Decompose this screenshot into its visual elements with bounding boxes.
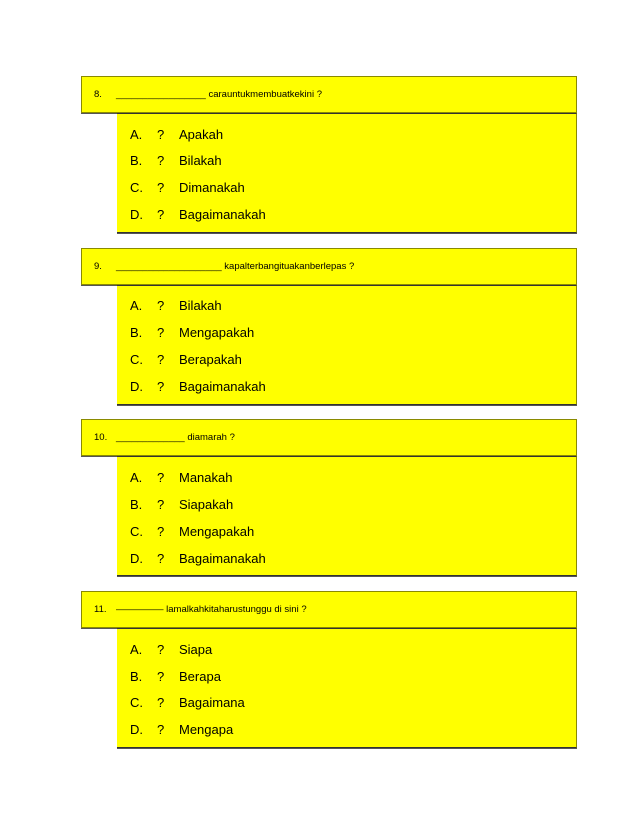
- option-mark: ?: [157, 469, 165, 485]
- option-mark: ?: [157, 206, 165, 222]
- option-mark: ?: [157, 179, 165, 195]
- option-mark: ?: [157, 378, 165, 394]
- option-mark: ?: [157, 523, 165, 539]
- option-mark: ?: [157, 126, 165, 142]
- option-mark: ?: [157, 668, 165, 684]
- option-text: Berapakah: [179, 351, 242, 367]
- option-text: Bilakah: [179, 152, 222, 168]
- options-box: [117, 628, 577, 748]
- option-text: Siapa: [179, 641, 213, 657]
- option-text: Bagaimana: [179, 694, 245, 710]
- option-text: Siapakah: [179, 496, 234, 512]
- options-box: [117, 113, 577, 233]
- option-letter: B.: [130, 496, 143, 512]
- option-letter: A.: [130, 469, 143, 485]
- option-letter: C.: [130, 351, 143, 367]
- option-mark: ?: [157, 694, 165, 710]
- option-mark: ?: [157, 721, 165, 737]
- option-letter: C.: [130, 694, 143, 710]
- question-number: 8.: [94, 89, 102, 100]
- question-stem: ————— lamalkahkitaharustunggu di sini ?: [116, 604, 307, 615]
- option-mark: ?: [157, 324, 165, 340]
- options-box: [117, 456, 577, 576]
- question-header: [81, 248, 577, 285]
- option-letter: B.: [130, 324, 143, 340]
- option-letter: D.: [130, 550, 143, 566]
- option-text: Manakah: [179, 469, 233, 485]
- option-mark: ?: [157, 351, 165, 367]
- option-text: Bagaimanakah: [179, 378, 266, 394]
- question-number: 10.: [94, 432, 108, 443]
- option-mark: ?: [157, 496, 165, 512]
- option-mark: ?: [157, 152, 165, 168]
- option-text: Apakah: [179, 126, 224, 142]
- option-letter: A.: [130, 126, 143, 142]
- question-header: [81, 419, 577, 456]
- option-text: Mengapa: [179, 721, 234, 737]
- options-box: [117, 285, 577, 405]
- option-mark: ?: [157, 550, 165, 566]
- question-stem: _________________ carauntukmembuatkekini ?: [116, 89, 322, 100]
- option-letter: A.: [130, 641, 143, 657]
- option-text: Mengapakah: [179, 523, 255, 539]
- question-header: [81, 591, 577, 628]
- option-letter: D.: [130, 206, 143, 222]
- option-letter: B.: [130, 152, 143, 168]
- option-letter: C.: [130, 179, 143, 195]
- option-text: Bilakah: [179, 297, 222, 313]
- option-text: Bagaimanakah: [179, 550, 266, 566]
- option-text: Mengapakah: [179, 324, 255, 340]
- question-stem: _____________ diamarah ?: [116, 432, 235, 443]
- option-mark: ?: [157, 641, 165, 657]
- option-text: Dimanakah: [179, 179, 245, 195]
- option-letter: A.: [130, 297, 143, 313]
- option-letter: B.: [130, 668, 143, 684]
- question-stem: ____________________ kapalterbangituakanberlepas ?: [116, 261, 355, 272]
- question-header: [81, 76, 577, 113]
- option-text: Bagaimanakah: [179, 206, 266, 222]
- option-letter: D.: [130, 378, 143, 394]
- option-text: Berapa: [179, 668, 221, 684]
- option-mark: ?: [157, 297, 165, 313]
- option-letter: C.: [130, 523, 143, 539]
- option-letter: D.: [130, 721, 143, 737]
- question-number: 9.: [94, 261, 102, 272]
- question-number: 11.: [94, 604, 107, 615]
